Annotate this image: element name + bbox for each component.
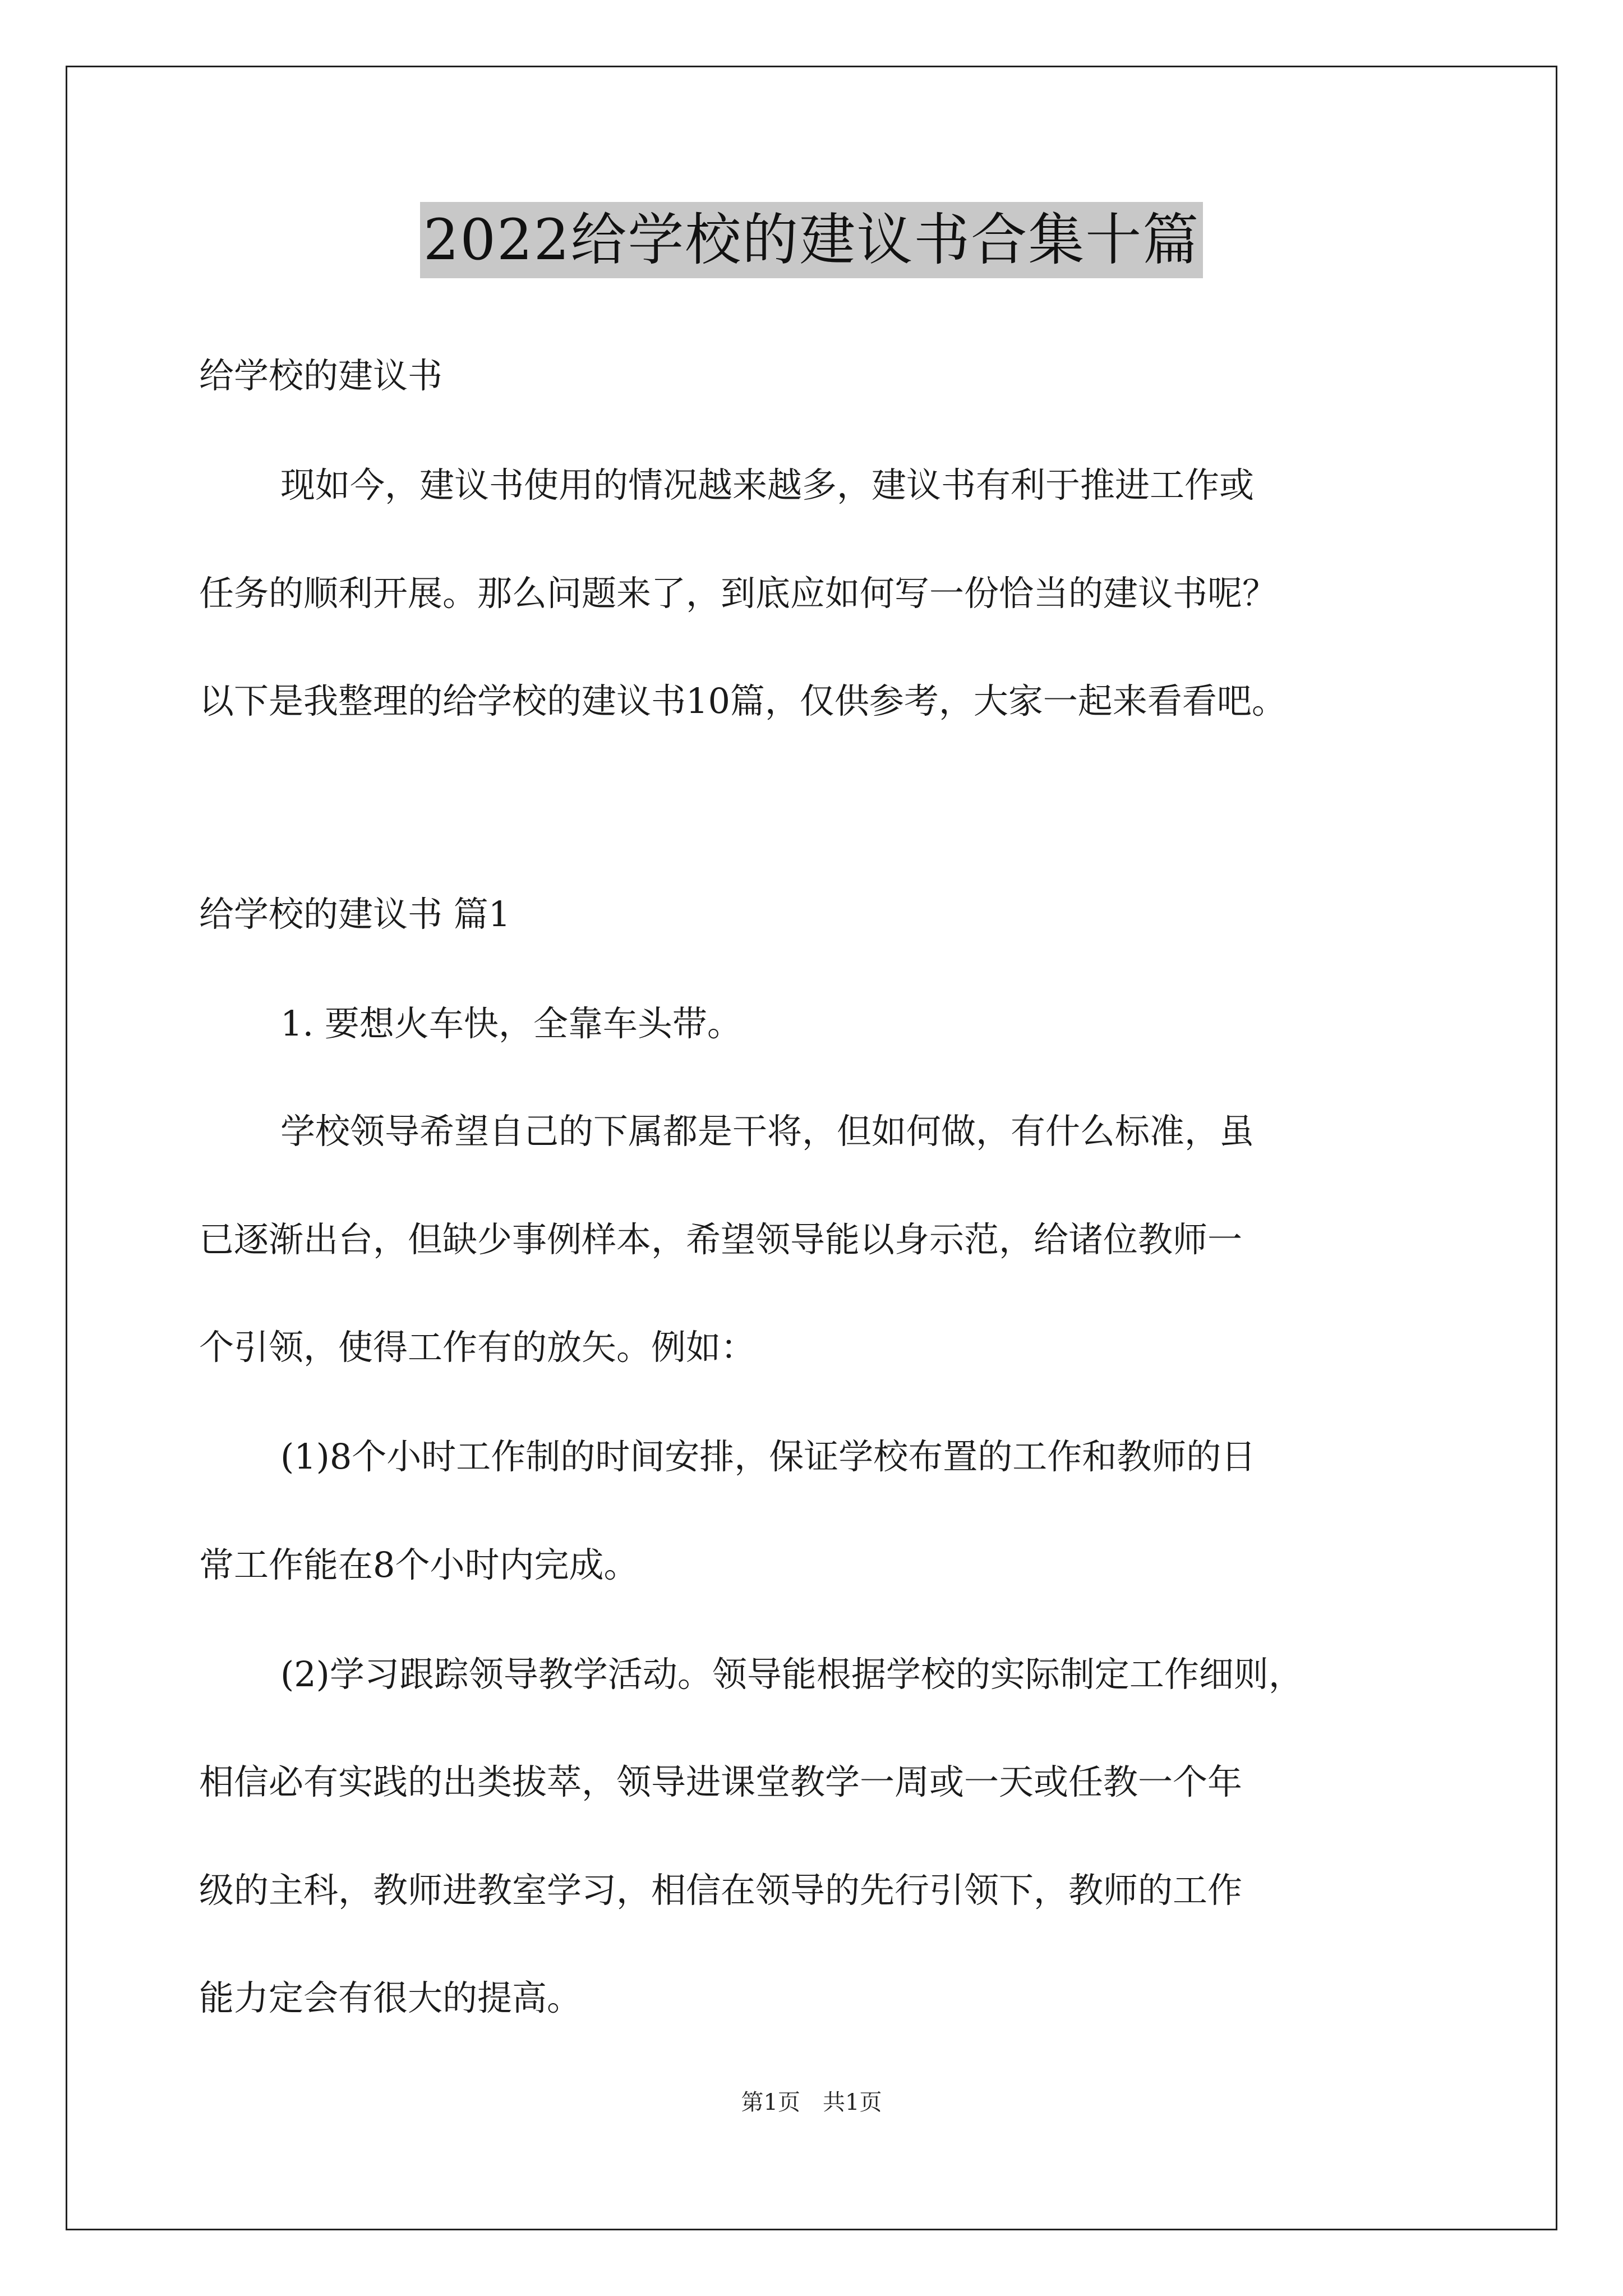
paragraph-line: 级的主科，教师进教室学习，相信在领导的先行引领下，教师的工作 (199, 1870, 1243, 1911)
paragraph-line: 学校领导希望自己的下属都是干将，但如何做，有什么标准，虽 (280, 1111, 1255, 1152)
section-heading: 给学校的建议书 篇1 (199, 894, 511, 935)
page-footer: 第1页 共1页 (741, 2090, 882, 2115)
paragraph-line: (1)8个小时工作制的时间安排，保证学校布置的工作和教师的日 (280, 1436, 1256, 1477)
paragraph-line: 现如今，建议书使用的情况越来越多，建议书有利于推进工作或 (280, 464, 1255, 505)
document-title: 2022给学校的建议书合集十篇 (420, 202, 1204, 278)
paragraph-line: 相信必有实践的出类拔萃，领导进课堂教学一周或一天或任教一个年 (199, 1761, 1243, 1802)
paragraph-line: 能力定会有很大的提高。 (199, 1977, 582, 2018)
paragraph-line: (2)学习跟踪领导教学活动。领导能根据学校的实际制定工作细则， (280, 1654, 1303, 1695)
section-heading: 给学校的建议书 (199, 355, 443, 396)
paragraph-line: 任务的顺利开展。那么问题来了，到底应如何写一份恰当的建议书呢？ (199, 573, 1278, 614)
title-container (0, 202, 1623, 278)
list-item-heading: 1. 要想火车快，全靠车头带。 (280, 1003, 742, 1044)
paragraph-line: 常工作能在8个小时内完成。 (199, 1544, 639, 1585)
paragraph-line: 以下是我整理的给学校的建议书10篇，仅供参考，大家一起来看看吧。 (199, 680, 1287, 721)
paragraph-line: 个引领，使得工作有的放矢。例如： (199, 1327, 756, 1368)
paragraph-line: 已逐渐出台，但缺少事例样本，希望领导能以身示范，给诸位教师一 (199, 1219, 1243, 1260)
